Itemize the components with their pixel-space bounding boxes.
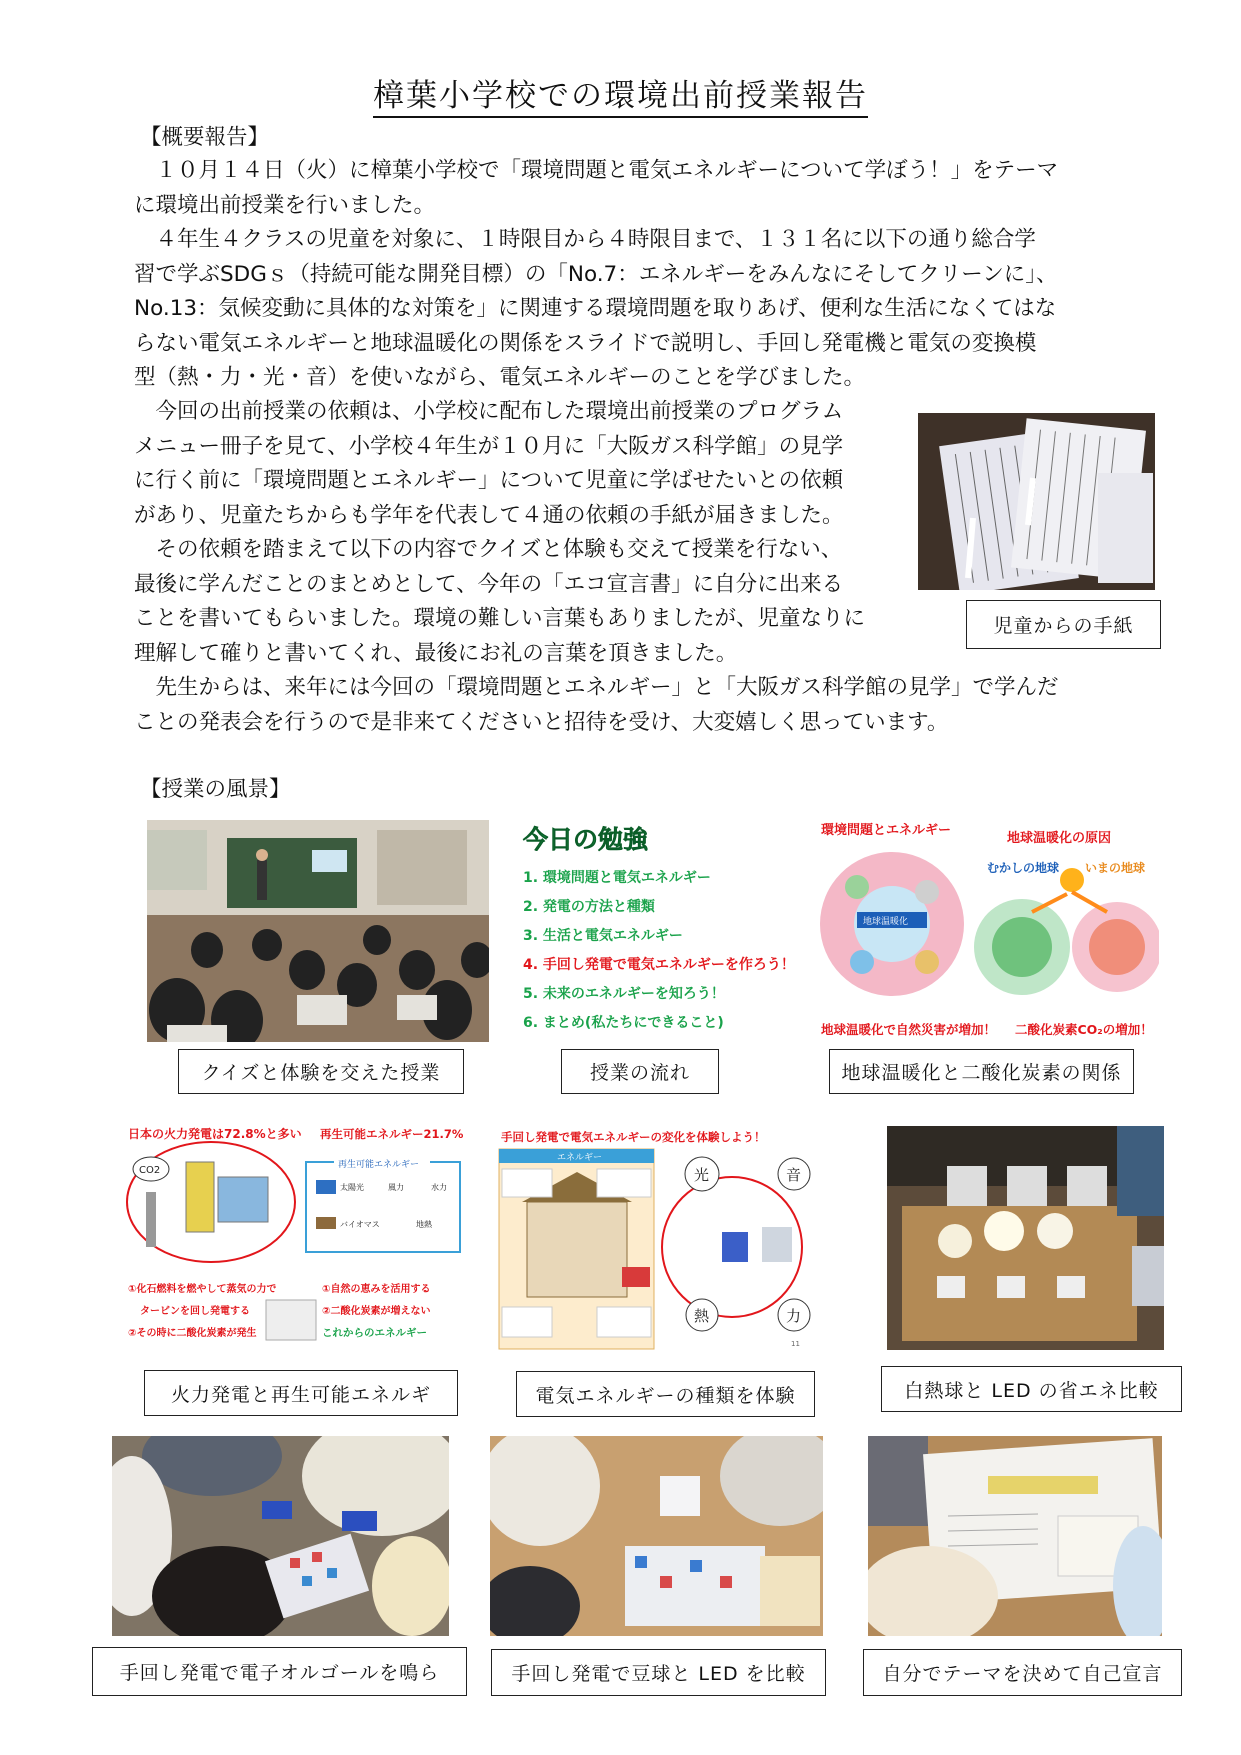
agenda-item-5: 5. 未来のエネルギーを知ろう！: [523, 986, 725, 1002]
power-renew-hydro: 水力: [431, 1183, 447, 1192]
agenda-item-1: 1. 環境問題と電気エネルギー: [523, 870, 711, 886]
warming-center-label: 地球温暖化: [863, 917, 909, 927]
caption-music-box: 手回し発電で電子オルゴールを鳴ら: [92, 1647, 467, 1696]
power-left-note-2: タービンを回し発電する: [140, 1306, 250, 1317]
paragraph-5: 先生からは、来年には今回の「環境問題とエネルギー」と「大阪ガス科学館の見学」で学んだ ことの発表会を行うので是非来てくださいと招待を受け、大変嬉しく思っています。: [134, 675, 1059, 735]
warming-now-label: いまの地球: [1085, 861, 1146, 875]
agenda-title: 今日の勉強: [523, 825, 649, 854]
energy-page-number: 11: [791, 1340, 800, 1348]
energy-title: 手回し発電で電気エネルギーの変化を体験しよう！: [501, 1130, 766, 1144]
letters-photo: [918, 413, 1155, 590]
power-left-note-1: ①化石燃料を燃やして蒸気の力で: [128, 1284, 277, 1295]
warming-bottom-left: 地球温暖化で自然災害が増加！: [821, 1022, 997, 1037]
agenda-item-6: 6. まとめ(私たちにできること): [523, 1015, 724, 1031]
power-right-note-2: ②二酸化炭素が増えない: [322, 1306, 431, 1317]
power-right-note-1: ①自然の恵みを活用する: [322, 1284, 431, 1295]
caption-quiz-class: クイズと体験を交えた授業: [178, 1049, 464, 1094]
energy-box-label: エネルギー: [557, 1153, 603, 1163]
bulb-led-photo: [887, 1126, 1164, 1350]
caption-self-declaration: 自分でテーマを決めて自己宣言: [863, 1649, 1182, 1696]
power-title-left: 日本の火力発電は72.8%と多い: [128, 1127, 302, 1141]
power-left-note-3: ②その時に二酸化炭素が発生: [128, 1328, 257, 1339]
bulb-compare-photo: [490, 1436, 823, 1636]
caption-energy-types: 電気エネルギーの種類を体験: [516, 1371, 815, 1417]
power-renew-geothermal: 地熱: [416, 1220, 432, 1229]
power-co2-label: CO2: [139, 1165, 161, 1176]
paragraph-3: 今回の出前授業の依頼は、小学校に配布した環境出前授業のプログラム メニュー冊子を見て、小学校４年生が１０月に「大阪ガス科学館」の見学 に行く前に「環境問題とエネルギー」について児童に学ばせたいとの依頼 があり、児童たちからも学年を代表して４通の依頼の手紙が届きました。: [134, 399, 844, 528]
paragraph-4: その依頼を踏まえて以下の内容でクイズと体験も交えて授業を行ない、 最後に学んだことのまとめとして、今年の「エコ宣言書」に自分に出来る ことを書いてもらいました。環境の難しい言葉もありましたが、児童なりに 理解して確りと書いてくれ、最後にお礼の言葉を頂きました。: [134, 537, 866, 666]
caption-bulb-vs-led: 手回し発電で豆球と LED を比較: [491, 1649, 826, 1696]
caption-lesson-flow: 授業の流れ: [561, 1049, 719, 1094]
power-slide: [126, 1122, 472, 1352]
power-right-note-3: これからのエネルギー: [322, 1327, 427, 1339]
energy-slide: [497, 1127, 811, 1350]
warming-bottom-right: 二酸化炭素CO₂の増加！: [1015, 1022, 1153, 1037]
caption-thermal-renewable: 火力発電と再生可能エネルギ: [144, 1370, 458, 1416]
caption-warming-co2: 地球温暖化と二酸化炭素の関係: [829, 1049, 1134, 1094]
paragraph-1: １０月１４日（火）に樟葉小学校で「環境問題と電気エネルギーについて学ぼう！」をテーマ に環境出前授業を行いました。: [134, 158, 1059, 218]
scenes-heading: 【授業の風景】: [140, 777, 291, 802]
energy-label-heat: 熱: [694, 1307, 710, 1325]
power-title-right: 再生可能エネルギー21.7%: [320, 1127, 464, 1141]
letter-caption: 児童からの手紙: [966, 600, 1161, 649]
caption-bulb-led: 白熱球と LED の省エネ比較: [881, 1366, 1182, 1412]
paragraph-2: ４年生４クラスの児童を対象に、１時限目から４時限目まで、１３１名に以下の通り総合学 習で学ぶSDGｓ（持続可能な開発目標）の「No.7：エネルギーをみんなにそしてクリーンに」、 No.13：気候変動に具体的な対策を」に関連する環境問題を取りあげ、便利な生活になくてはな らない電気エネルギーと地球温暖化の関係をスライドで説明し、手回し発電機と電気の変換模 型（熱・力・光・音）を使いながら、電気エネルギーのことを学びました。: [134, 227, 1058, 390]
power-renew-biomass: バイオマス: [340, 1220, 380, 1229]
warming-past-label: むかしの地球: [987, 861, 1060, 875]
agenda-item-4: 4. 手回し発電で電気エネルギーを作ろう！: [523, 957, 795, 973]
energy-label-power: 力: [786, 1307, 802, 1325]
agenda-item-2: 2. 発電の方法と種類: [523, 899, 655, 915]
page-title: 樟葉小学校での環境出前授業報告: [0, 70, 1241, 115]
warming-slide: [817, 812, 1159, 1044]
warming-left-title: 環境問題とエネルギー: [821, 823, 952, 838]
summary-heading: 【概要報告】: [140, 125, 270, 150]
power-renew-wind: 風力: [388, 1183, 404, 1192]
power-renew-solar: 太陽光: [340, 1183, 364, 1192]
energy-label-sound: 音: [786, 1166, 802, 1184]
music-box-photo: [112, 1436, 449, 1636]
energy-label-light: 光: [694, 1166, 710, 1184]
agenda-slide: [515, 812, 815, 1042]
declaration-photo: [868, 1436, 1162, 1636]
power-renew-box: 再生可能エネルギー: [338, 1160, 420, 1170]
warming-right-title: 地球温暖化の原因: [1007, 831, 1112, 846]
agenda-item-3: 3. 生活と電気エネルギー: [523, 928, 683, 944]
classroom-photo: [147, 820, 489, 1042]
